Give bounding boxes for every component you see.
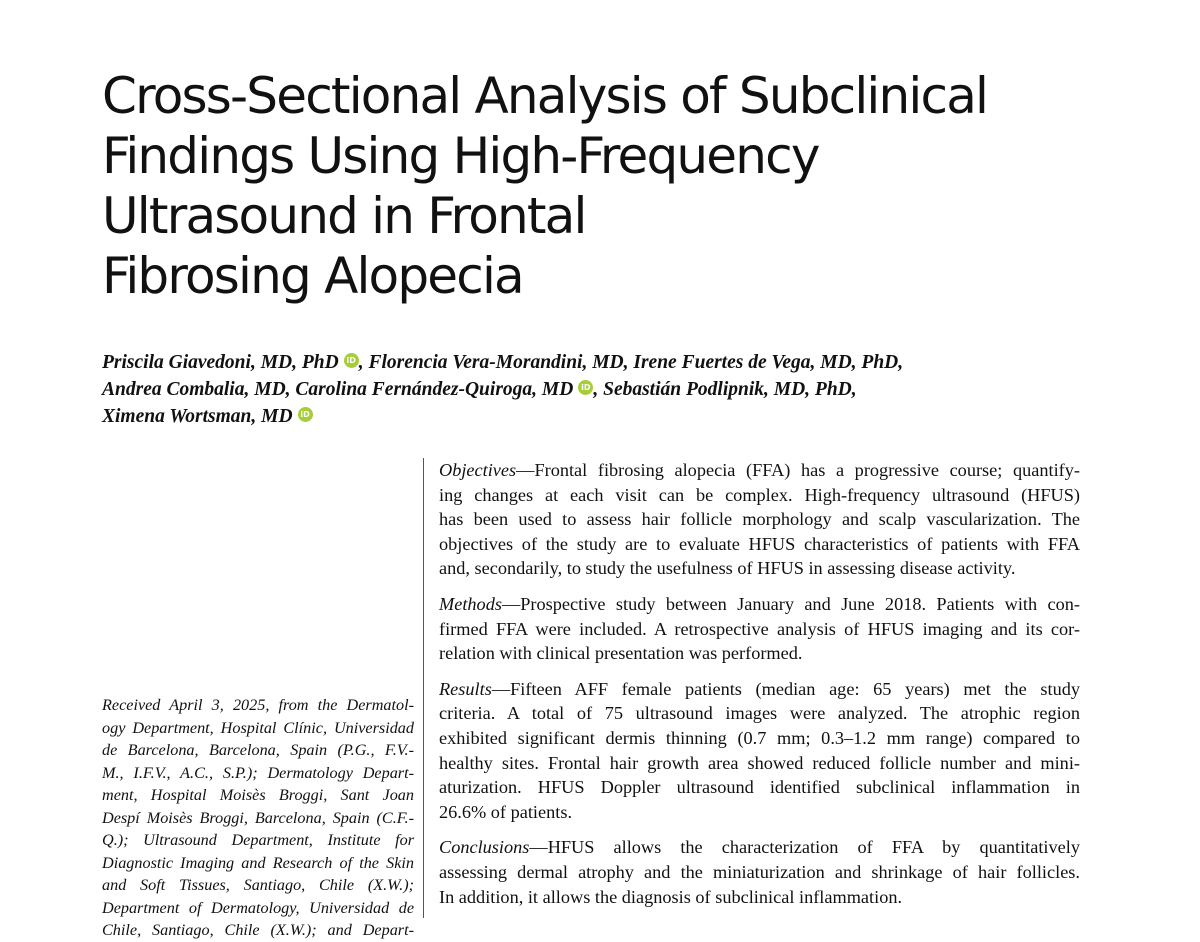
author-names: , Sebastián Podlipnik, MD, PhD,: [593, 379, 857, 400]
abstract-line: 26.6% of patients.: [439, 801, 573, 822]
title-line: Cross-Sectional Analysis of Subclinical: [102, 67, 988, 125]
received-affiliations: [102, 694, 414, 942]
abstract-line: [439, 677, 1080, 702]
author-names: , Florencia Vera-Morandini, MD, Irene Fuertes de Vega, MD, PhD,: [358, 352, 904, 373]
abstract-methods: [439, 592, 1080, 666]
abstract-line: [439, 592, 1080, 617]
abstract-line: firmed FFA were included. A retrospective analysis of HFUS imaging and its cor-: [439, 618, 1080, 639]
title-line: Findings Using High-Frequency: [102, 127, 819, 185]
affiliation-line: de Barcelona, Barcelona, Spain (P.G., F.V.-: [102, 741, 414, 759]
affiliation-line: Q.); Ultrasound Department, Institute for: [102, 831, 414, 849]
affiliation-line: Chile, Santiago, Chile (X.W.); and Depart-: [102, 921, 414, 939]
abstract-line: ing changes at each visit can be complex. High-frequency ultrasound (HFUS): [439, 484, 1080, 505]
abstract-line: exhibited significant dermis thinning (0.7 mm; 0.3–1.2 mm range) compared to: [439, 727, 1080, 748]
abstract: [439, 458, 1080, 920]
abstract-line: healthy sites. Frontal hair growth area showed reduced follicle number and mini-: [439, 752, 1080, 773]
abstract-line: [439, 458, 1080, 483]
abstract-line: criteria. A total of 75 ultrasound images were analyzed. The atrophic region: [439, 703, 1080, 724]
abstract-line: aturization. HFUS Doppler ultrasound identified subclinical inflammation in: [439, 777, 1080, 798]
affiliation-line: Received April 3, 2025, from the Dermatol-: [102, 696, 414, 714]
abstract-line: and, secondarily, to study the usefulness of HFUS in assessing disease activity.: [439, 558, 1016, 579]
abstract-text: —HFUS allows the characterization of FFA by quantitatively: [529, 837, 1080, 858]
abstract-text: —Prospective study between January and June 2018. Patients with con-: [501, 593, 1080, 614]
affiliation-line: and Soft Tissues, Santiago, Chile (X.W.);: [102, 876, 414, 894]
affiliation-line: ogy Department, Hospital Clínic, Universidad: [102, 718, 414, 737]
orcid-icon[interactable]: iD: [578, 380, 593, 395]
column-divider: [423, 458, 424, 918]
abstract-line: has been used to assess hair follicle morphology and scalp vascularization. The: [439, 509, 1080, 530]
orcid-icon[interactable]: iD: [298, 407, 313, 422]
article-title: [102, 66, 1142, 306]
author-names: Priscila Giavedoni, MD, PhD: [102, 352, 339, 373]
section-heading-results: Results: [439, 678, 492, 699]
abstract-line: objectives of the study are to evaluate HFUS characteristics of patients with FFA: [439, 533, 1080, 554]
section-heading-objectives: Objectives: [439, 460, 517, 480]
author-line: [102, 403, 1102, 430]
affiliation-line: M., I.F.V., A.C., S.P.); Dermatology Depart-: [102, 763, 414, 782]
author-names: Ximena Wortsman, MD: [102, 406, 293, 427]
section-heading-conclusions: Conclusions: [439, 837, 530, 858]
abstract-conclusions: [439, 835, 1080, 909]
affiliation-line: Despí Moisès Broggi, Barcelona, Spain (C.F.-: [102, 808, 414, 827]
author-line: [102, 349, 1102, 376]
abstract-line: In addition, it allows the diagnosis of subclinical inflammation.: [439, 886, 903, 907]
title-line: Fibrosing Alopecia: [102, 247, 523, 305]
title-line: Ultrasound in Frontal: [102, 187, 586, 245]
affiliation-line: Diagnostic Imaging and Research of the Skin: [102, 853, 414, 872]
abstract-line: relation with clinical presentation was performed.: [439, 643, 803, 664]
abstract-line: assessing dermal atrophy and the miniaturization and shrinkage of hair follicles.: [439, 861, 1080, 882]
section-heading-methods: Methods: [439, 593, 502, 614]
affiliation-line: ment, Hospital Moisès Broggi, Sant Joan: [102, 786, 414, 804]
affiliation-line: Department of Dermatology, Universidad de: [102, 898, 414, 917]
abstract-objectives: [439, 458, 1080, 581]
abstract-text: —Fifteen AFF female patients (median age: 65 years) met the study: [491, 678, 1080, 699]
abstract-text: —Frontal fibrosing alopecia (FFA) has a progressive course; quantify-: [516, 460, 1080, 480]
orcid-icon[interactable]: iD: [344, 353, 359, 368]
abstract-line: [439, 835, 1080, 860]
author-names: Andrea Combalia, MD, Carolina Fernández-Quiroga, MD: [102, 379, 574, 400]
author-line: [102, 376, 1102, 403]
abstract-results: [439, 677, 1080, 825]
author-list: [102, 349, 1102, 430]
